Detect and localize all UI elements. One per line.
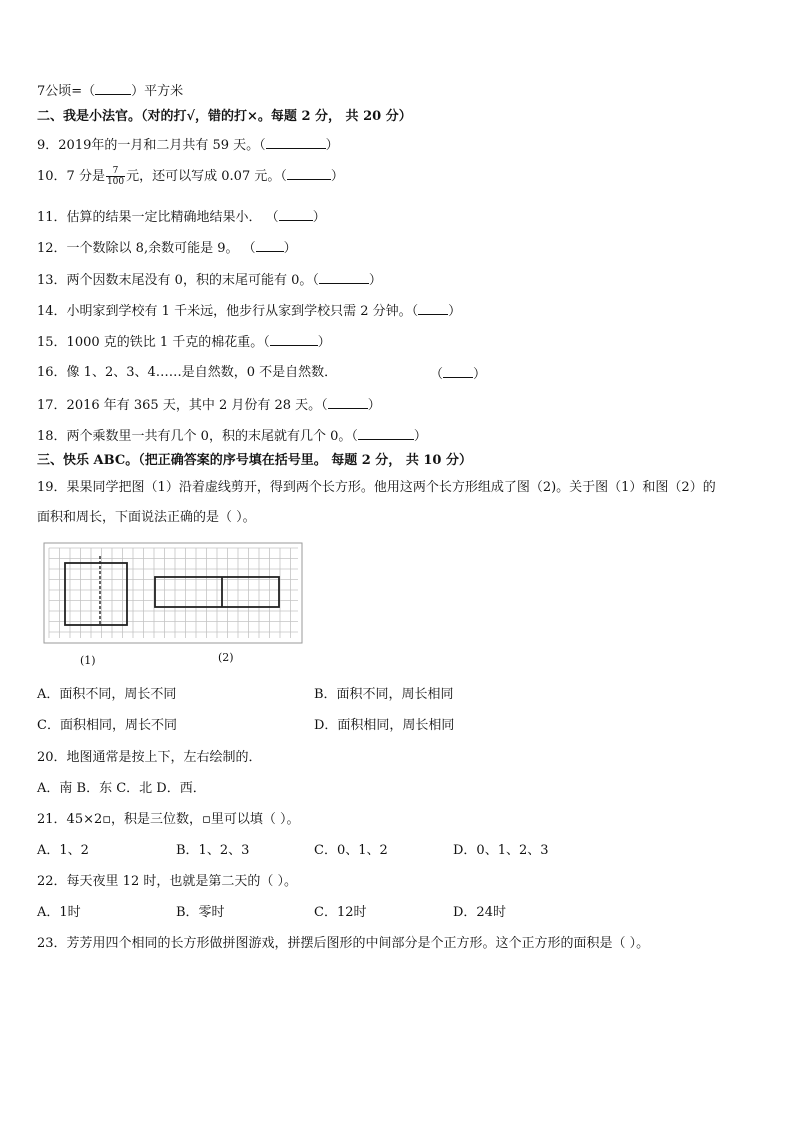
answer-blank[interactable] — [328, 395, 368, 409]
section-2-heading: 二、我是小法官。（对的打√，错的打×。每题 2 分， 共 20 分） — [37, 109, 412, 124]
figure-2-label: (2) — [218, 651, 234, 664]
answer-blank[interactable] — [95, 81, 131, 95]
answer-blank[interactable] — [266, 135, 326, 149]
question-8-continued: 7公顷=（ ）平方米 — [37, 81, 183, 101]
question-13: 13．两个因数末尾没有 0，积的末尾可能有 0。（ ） — [37, 270, 382, 290]
question-18: 18．两个乘数里一共有几个 0，积的末尾就有几个 0。（ ） — [37, 426, 427, 446]
question-21: 21．45×2▫，积是三位数，▫里可以填（ ）。 — [37, 812, 300, 827]
fraction: $\frac{7}{100}$ — [106, 166, 125, 187]
figure-1-label: (1) — [80, 654, 96, 667]
q21-option-a[interactable]: A．1、2 — [37, 843, 89, 858]
question-23: 23．芳芳用四个相同的长方形做拼图游戏，拼摆后图形的中间部分是个正方形。这个正方形的面积是（ ）。 — [37, 936, 650, 951]
question-10: 10．7 分是 $\frac{7}{100}$ 元，还可以写成 0.07 元。（ ） — [37, 166, 344, 187]
q19-option-c[interactable]: C．面积相同，周长不同 — [37, 718, 177, 733]
q19-option-b[interactable]: B．面积不同，周长相同 — [314, 687, 454, 702]
answer-blank[interactable] — [270, 332, 318, 346]
q22-option-d[interactable]: D．24时 — [453, 905, 506, 920]
q20-options[interactable]: A．南 B．东 C．北 D．西． — [37, 781, 206, 796]
q22-option-b[interactable]: B．零时 — [176, 905, 225, 920]
question-19-line-2: 面积和周长，下面说法正确的是（ ）。 — [37, 510, 256, 525]
answer-blank[interactable] — [418, 301, 448, 315]
question-17: 17．2016 年有 365 天，其中 2 月份有 28 天。（ ） — [37, 395, 381, 415]
question-20: 20．地图通常是按上下，左右绘制的． — [37, 750, 262, 765]
grid-figure — [43, 542, 303, 644]
answer-blank[interactable] — [256, 238, 284, 252]
section-3-heading: 三、快乐 ABC。（把正确答案的序号填在括号里。 每题 2 分， 共 10 分） — [37, 453, 472, 468]
q22-option-a[interactable]: A．1时 — [37, 905, 81, 920]
q21-option-d[interactable]: D．0、1、2、3 — [453, 843, 549, 858]
question-11: 11．估算的结果一定比精确地结果小． （ ） — [37, 207, 326, 227]
answer-paren: （ ） — [430, 364, 486, 384]
q19-option-a[interactable]: A．面积不同，周长不同 — [37, 687, 177, 702]
grid-background — [44, 543, 302, 643]
question-22: 22．每天夜里 12 时，也就是第二天的（ ）。 — [37, 874, 297, 889]
question-15: 15．1000 克的铁比 1 千克的棉花重。（ ） — [37, 332, 331, 352]
q22-option-c[interactable]: C．12时 — [314, 905, 367, 920]
answer-blank[interactable] — [443, 364, 473, 378]
question-14: 14．小明家到学校有 1 千米远，他步行从家到学校只需 2 分钟。（ ） — [37, 301, 461, 321]
question-9: 9．2019年的一月和二月共有 59 天。（ ） — [37, 135, 339, 155]
answer-blank[interactable] — [279, 207, 313, 221]
answer-blank[interactable] — [319, 270, 369, 284]
q21-option-b[interactable]: B．1、2、3 — [176, 843, 250, 858]
q21-option-c[interactable]: C．0、1、2 — [314, 843, 388, 858]
q19-option-d[interactable]: D．面积相同，周长相同 — [314, 718, 455, 733]
question-16: 16．像 1、2、3、4……是自然数，0 不是自然数． （ ） — [37, 365, 487, 382]
question-12: 12．一个数除以 8,余数可能是 9。 （ ） — [37, 238, 297, 258]
answer-blank[interactable] — [358, 426, 414, 440]
question-19-line-1: 19．果果同学把图（1）沿着虚线剪开，得到两个长方形。他用这两个长方形组成了图（2)。关于图（1）和图（2）的 — [37, 480, 716, 495]
answer-blank[interactable] — [287, 166, 331, 180]
